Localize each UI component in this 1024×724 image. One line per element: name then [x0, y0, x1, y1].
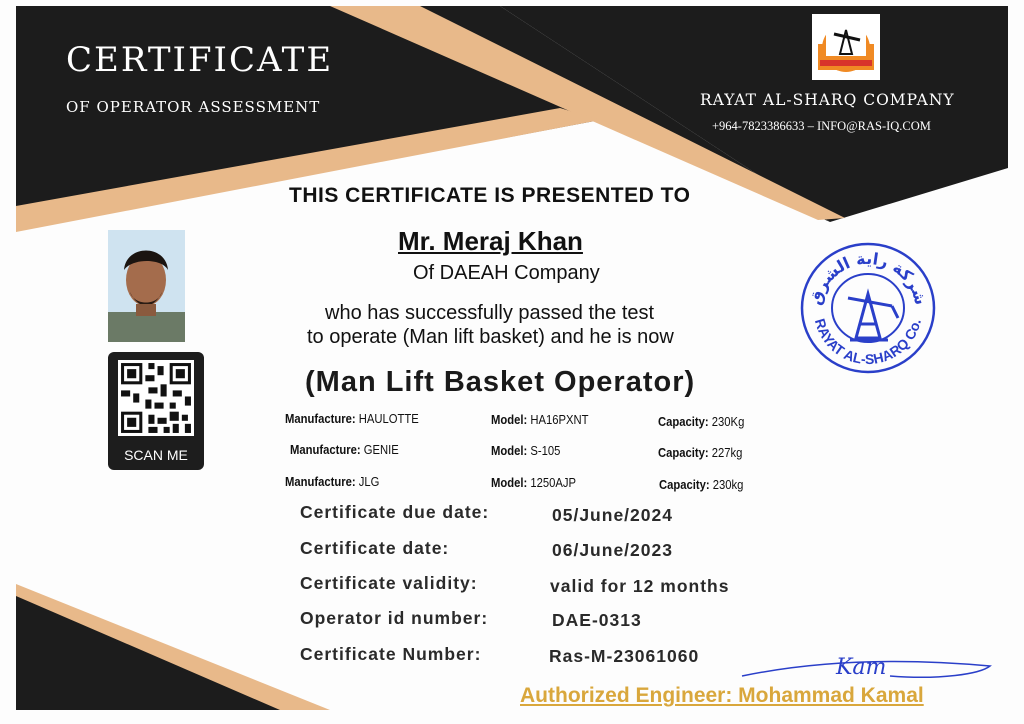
- seal-arabic-text: شركة راية الشرق: [805, 248, 931, 307]
- validity-value: valid for 12 months: [550, 576, 730, 596]
- certificate-number-value: Ras-M-23061060: [549, 646, 700, 666]
- qr-code-block[interactable]: [108, 352, 204, 470]
- validity-label: Certificate validity:: [300, 573, 478, 593]
- operator-id-value: DAE-0313: [552, 610, 642, 630]
- equipment-row-3-capacity: Capacity: 230kg: [659, 478, 744, 492]
- certificate-subtitle: OF OPERATOR ASSESSMENT: [66, 98, 321, 116]
- equipment-row-2-capacity: Capacity: 227kg: [658, 446, 743, 460]
- operator-role: (Man Lift Basket Operator): [305, 366, 696, 398]
- operator-id-label: Operator id number:: [300, 608, 489, 628]
- recipient-name: Mr. Meraj Khan: [398, 226, 583, 256]
- equipment-row-2-manufacture: Manufacture: GENIE: [290, 443, 399, 457]
- company-logo: [812, 14, 880, 80]
- certificate-date-label: Certificate date:: [300, 538, 450, 558]
- equipment-row-1-model: Model: HA16PXNT: [491, 413, 589, 427]
- equipment-row-3-manufacture: Manufacture: JLG: [285, 475, 380, 489]
- due-date-label: Certificate due date:: [300, 502, 490, 522]
- authorized-engineer: Authorized Engineer: Mohammad Kamal: [520, 684, 924, 707]
- equipment-row-1-manufacture: Manufacture: HAULOTTE: [285, 412, 419, 426]
- operator-photo: [108, 230, 185, 342]
- certificate-title: CERTIFICATE: [66, 40, 334, 80]
- equipment-row-2-model: Model: S-105: [491, 444, 561, 458]
- qr-code[interactable]: [118, 360, 194, 436]
- description-line-1: who has successfully passed the test: [325, 302, 655, 324]
- equipment-row-1-capacity: Capacity: 230Kg: [658, 415, 745, 429]
- recipient-company: Of DAEAH Company: [413, 262, 600, 284]
- description-line-2: to operate (Man lift basket) and he is now: [307, 326, 674, 348]
- scan-me-label: SCAN ME: [124, 447, 188, 463]
- seal-english-text: RAYAT AL-SHARQ Co.: [811, 316, 924, 368]
- certificate-date-value: 06/June/2023: [552, 540, 673, 560]
- certificate-number-label: Certificate Number:: [300, 644, 482, 664]
- due-date-value: 05/June/2024: [552, 505, 673, 525]
- company-seal: [798, 240, 938, 376]
- company-contact: +964-7823386633 – INFO@RAS-IQ.COM: [712, 119, 931, 133]
- company-name: RAYAT AL-SHARQ COMPANY: [700, 91, 955, 109]
- presented-to-heading: THIS CERTIFICATE IS PRESENTED TO: [289, 184, 691, 207]
- equipment-row-3-model: Model: 1250AJP: [491, 476, 577, 490]
- svg-text:Kam: Kam: [836, 655, 887, 680]
